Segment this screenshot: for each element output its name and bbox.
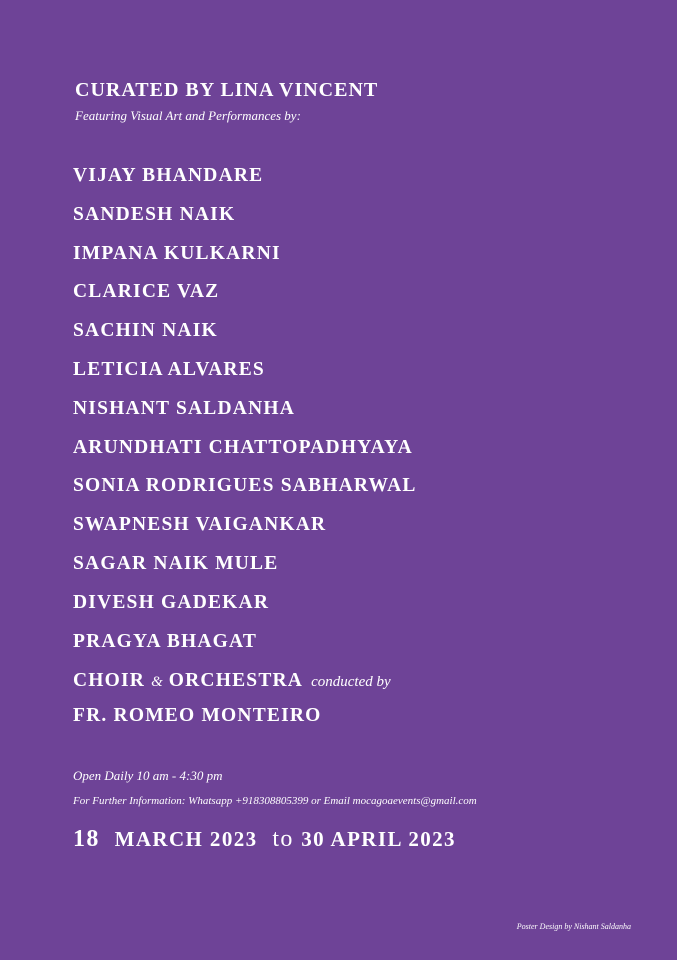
conductor-name: FR. ROMEO MONTEIRO <box>73 705 322 726</box>
artist-name: PRAGYA BHAGAT <box>73 630 258 652</box>
artist-name: VIJAY BHANDARE <box>73 165 264 186</box>
start-month-year: MARCH 2023 <box>114 827 258 851</box>
start-day: 18 <box>73 826 100 852</box>
choir-orchestra-line <box>73 669 391 694</box>
contact-info: For Further Information: Whatsapp +918308805399 or Email mocagoaevents@gmail.com <box>73 795 477 807</box>
curator-heading: CURATED BY LINA VINCENT <box>75 79 379 101</box>
artist-name: IMPANA KULKARNI <box>73 242 281 264</box>
artist-name: SACHIN NAIK <box>73 320 218 342</box>
opening-hours: Open Daily 10 am - 4:30 pm <box>73 768 223 783</box>
end-date: 30 APRIL 2023 <box>301 827 456 851</box>
artist-name: NISHANT SALDANHA <box>73 397 296 419</box>
artist-name: SONIA RODRIGUES SABHARWAL <box>73 475 417 497</box>
artist-name: SAGAR NAIK MULE <box>73 552 279 574</box>
exhibition-dates <box>73 826 456 853</box>
artist-name: CLARICE VAZ <box>73 281 220 303</box>
artist-name: ARUNDHATI CHATTOPADHYAYA <box>73 436 413 458</box>
artist-name: DIVESH GADEKAR <box>73 591 270 613</box>
artist-name: SWAPNESH VAIGANKAR <box>73 514 327 536</box>
featuring-subtitle: Featuring Visual Art and Performances by: <box>75 108 301 123</box>
choir-label: CHOIR <box>73 670 146 691</box>
artist-name: SANDESH NAIK <box>73 203 236 225</box>
orchestra-label: ORCHESTRA <box>168 670 304 691</box>
conducted-by-label: conducted by <box>311 674 391 690</box>
date-separator: to <box>272 826 294 852</box>
ampersand: & <box>151 674 163 690</box>
design-credit: Poster Design by Nishant Saldanha <box>516 922 631 931</box>
artist-name: LETICIA ALVARES <box>73 358 265 380</box>
artist-list <box>73 164 417 668</box>
